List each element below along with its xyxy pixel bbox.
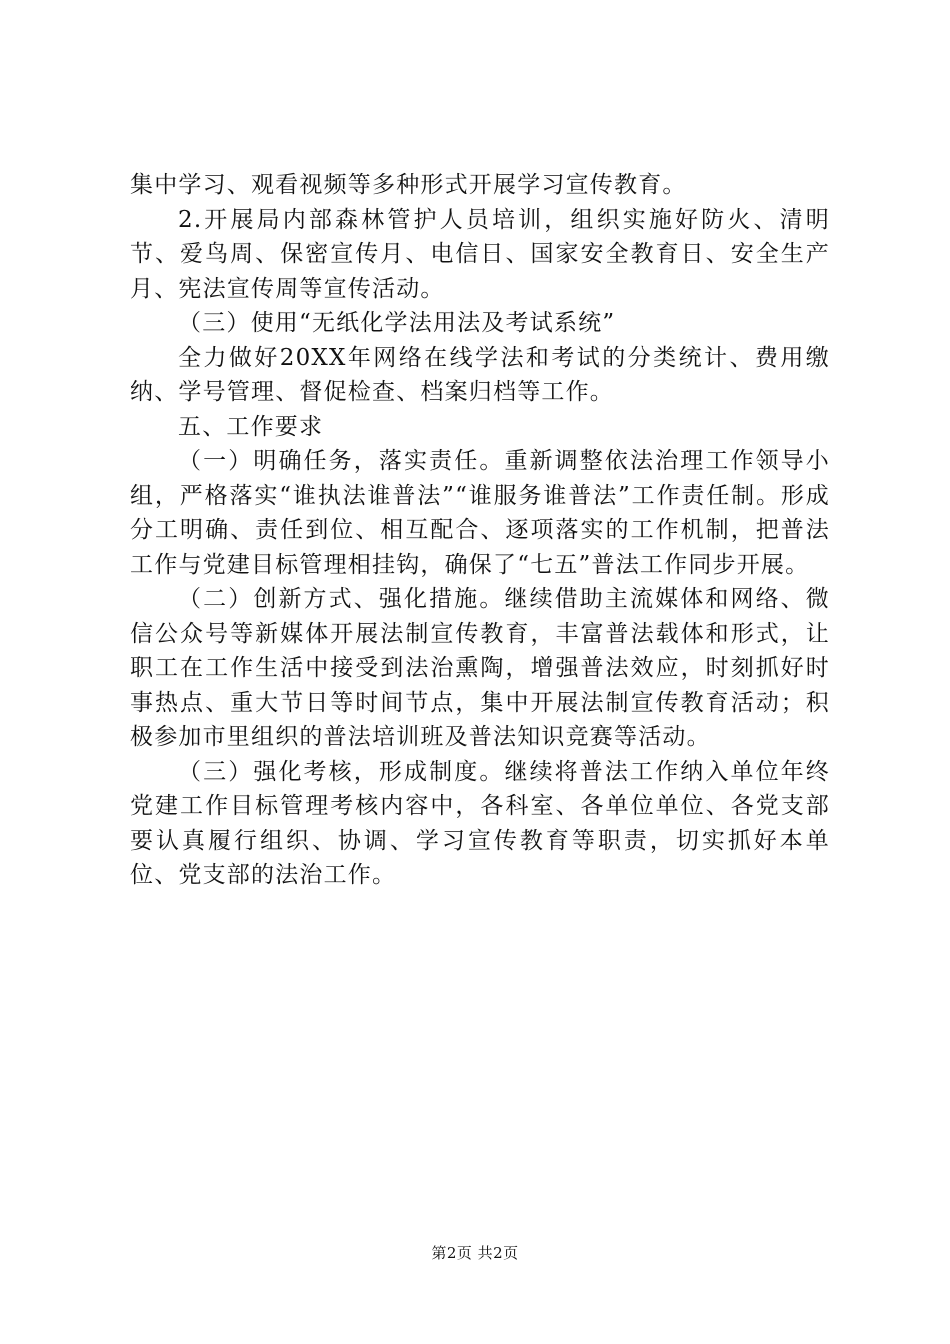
paragraph-requirement-2: （二）创新方式、强化措施。继续借助主流媒体和网络、微信公众号等新媒体开展法制宣传教育，丰富普法载体和形式，让职工在工作生活中接受到法治熏陶，增强普法效应，时刻抓好时事热点、重大节日等时间节点，集中开展法制宣传教育活动；积极参加市里组织的普法培训班及普法知识竞赛等活动。 xyxy=(130,586,830,750)
page-number-footer: 第2页 共2页 xyxy=(431,1244,519,1262)
paragraph-requirement-1: （一）明确任务，落实责任。重新调整依法治理工作领导小组，严格落实“谁执法谁普法”“谁服务谁普法”工作责任制。形成分工明确、责任到位、相互配合、逐项落实的工作机制，把普法工作与党建目标管理相挂钩，确保了“七五”普法工作同步开展。 xyxy=(130,448,830,578)
section-heading-3: （三）使用“无纸化学法用法及考试系统” xyxy=(178,310,616,336)
paragraph-item-2: 2.开展局内部森林管护人员培训，组织实施好防火、清明节、爱鸟周、保密宣传月、电信日、国家安全教育日、安全生产月、宪法宣传周等宣传活动。 xyxy=(130,206,830,302)
section-heading-requirements: 五、工作要求 xyxy=(178,413,324,440)
document-body xyxy=(130,168,830,893)
paragraph-exam-system: 全力做好20XX年网络在线学法和考试的分类统计、费用缴纳、学号管理、督促检查、档案归档等工作。 xyxy=(130,344,830,405)
paragraph-requirement-3: （三）强化考核，形成制度。继续将普法工作纳入单位年终党建工作目标管理考核内容中，各科室、各单位单位、各党支部要认真履行组织、协调、学习宣传教育等职责，切实抓好本单位、党支部的法治工作。 xyxy=(130,758,830,888)
paragraph-continuation: 集中学习、观看视频等多种形式开展学习宣传教育。 xyxy=(130,172,687,198)
